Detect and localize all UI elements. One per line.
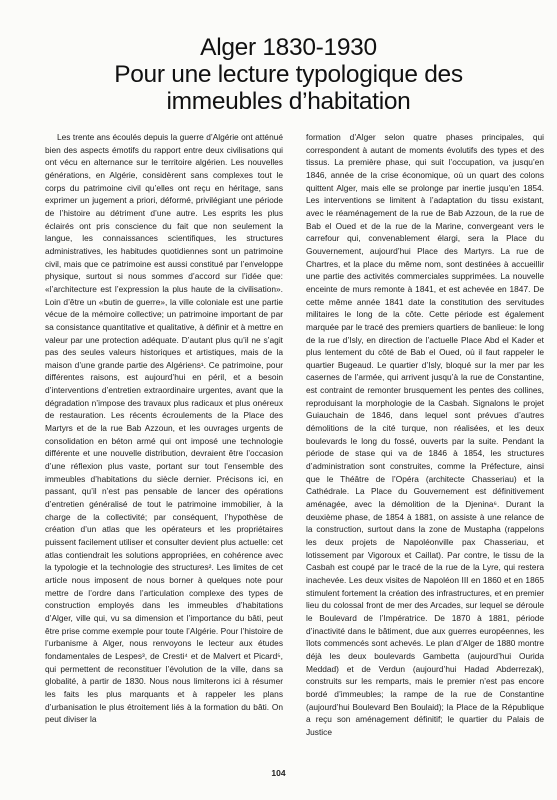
left-column bbox=[45, 131, 283, 781]
right-column bbox=[306, 131, 544, 781]
right-column-text: formation d’Alger selon quatre phases principales, qui correspondent à autant de moments évolutifs des types et des tissus. La première phase, qui suit l’occupation, va jusqu’en 1846, année de la crise économique, où un quart des colons quittent Alger, mais elle se prolonge par inertie jusqu’en 1854. Les interventions se limitent à l’adaptation du tissu existant, avec le réaménagement de la rue de Bab Azzoun, de la rue de Bab el Oued et de la rue de la Marine, convergeant vers le carrefour qui, convenablement élargi, sera la Place du Gouvernement, aujourd’hui Place des Martyrs. La rue de Chartres, et la place du même nom, sont destinées à accueillir une partie des activités commerciales supprimées. La nouvelle enceinte de murs remonte à 1841, et est achevée en 1847. De cette même année 1841 date la constitution des servitudes militaires le long de la côte. Cette période est également marquée par le tracé des premiers quartiers de banlieue: le long de la rue d’Isly, en direction de l’actuelle Place Abd el Kader et plus lentement du côté de Bab el Oued, où il faut rappeler le quartier Bugeaud. Le quartier d’Isly, bloqué sur la mer par les casernes de l’armée, qui arrivent jusqu’à la rue de Constantine, est contraint de remonter brusquement les pentes des collines, reproduisant la morphologie de la Casbah. Signalons le projet Guiauchain de 1846, dans lequel sont prévues d’autres démolitions de la cité turque, non réalisées, et les deux boulevards le long du fossé, ouverts par la suite. Pendant la période de stase qui va de 1846 à 1854, les structures d’administration sont construites, comme la Préfecture, ainsi que le Théâtre de l’Opéra (architecte Chasseriau) et la Cathédrale. La Place du Gouvernement est définitivement aménagée, avec la démolition de la Djenina⁶. Durant la deuxième phase, de 1854 à 1881, on assiste à une relance de la construction, surtout dans la zone de Mustapha (rappelons les deux projets de Napoléonville pax Chasseriau, et lotissement par Vigoroux et Caillat). Par contre, le tissu de la Casbah est coupé par le tracé de la rue de la Lyre, qui restera inachevée. Les deux visites de Napoléon III en 1860 et en 1865 stimulent fortement la création des infrastructures, et en premier lieu du colossal front de mer des Arcades, sur lequel se déroule le Boulevard de l’Impératrice. De 1870 à 1881, période d’inactivité dans le bâtiment, due aux guerres européennes, les îlots commencés sont achevés. Le plan d’Alger de 1880 montre déjà les deux boulevards Gambetta (aujourd’hui Ourida Meddad) et de Verdun (aujourd’hui Hadad Abderrezak), construits sur les remparts, mais le premier n’est pas encore bordé d’immeubles; la rampe de la rue de Constantine (aujourd’hui Boulevard Ben Boulaid); la Place de la République a reçu son aménagement définitif; le quartier du Palais de Justice bbox=[306, 132, 544, 737]
article-title bbox=[40, 34, 537, 115]
title-line-3: immeubles d’habitation bbox=[166, 88, 411, 115]
title-line-1: Alger 1830-1930 bbox=[200, 34, 377, 61]
page-number: 104 bbox=[271, 768, 286, 778]
title-line-2: Pour une lecture typologique des bbox=[114, 61, 463, 88]
left-column-text: Les trente ans écoulés depuis la guerre d’Algérie ont atténué bien des aspects émotifs du rapport entre deux civilisations qui ont vécu en alternance sur le territoire algérien. Les nouvelles générations, en Algérie, considèrent sans complexes tout le corps du patrimoine civil qu’elles ont reçu en héritage, sans exprimer un jugement a priori, déformé, privilégiant une période de l’histoire au détriment d’une autre. Les esprits les plus éclairés ont pris conscience du fait que non seulement la langue, les connaissances scientifiques, les structures administratives, les habitudes quotidiennes sont un patrimoine civil, mais que ce patrimoine est aussi constitué par l’enveloppe physique, surtout si nous sommes d’accord sur l’idée que: «l’architecture est l’expression la plus haute de la civilisation». Loin d’être un «butin de guerre», la ville coloniale est une partie vécue de la mémoire collective; un patrimoine important de par sa consistance quantitative et qualitative, à définir et à mettre en valeur par une protection adéquate. D’autant plus qu’il ne s’agit pas des seules valeurs historiques et artistiques, mais de la maison d’une grande partie des Algériens¹. Ce patrimoine, pour différentes raisons, est aujourd’hui en péril, et a besoin d’interventions d’entretien extraordinaire urgentes, avant que la dégradation n’impose des travaux plus radicaux et plus onéreux de restauration. Les récents écroulements de la Place des Martyrs et de la rue Bab Azzoun, et les ouvrages urgents de consolidation en béton armé qui ont imposé une technologie différente et une nouvelle distribution, devraient être l’occasion d’une réflexion plus vaste, portant sur tout l’ensemble des immeubles d’habitations du siècle dernier. Précisons ici, en passant, qu’il n’est pas pensable de lancer des opérations d’entretien généralisé de tout le patrimoine immobilier, à la charge de la collectivité; par conséquent, l’hypothèse de création d’un atlas que les opérateurs et les propriétaires puissent facilement utiliser et consulter devient plus actuelle: cet atlas contiendrait les solutions appropriées, en cohérence avec la typologie et la technologie des structures². Les limites de cet article nous imposent de nous borner à quelques note pour mettre de l’ordre dans l’articulation complexe des types de construction employés dans les immeubles d’habitations d’Alger, ville qui, vu sa dimension et l’importance du bâti, peut être prise comme exemple pour toute l’Algérie. Pour l’histoire de l’urbanisme à Alger, nous renvoyons le lecteur aux études fondamentales de Lespes³, de Cresti⁴ et de Malvert et Picard⁵, qui permettent de reconstituer l’évolution de la ville, dans sa globalité, à partir de 1830. Nous nous limiterons ici à résumer les faits les plus marquants et à rappeler les plans d’urbanisation le plus étroitement liés à la formation du bâti. On peut diviser la bbox=[45, 132, 283, 725]
